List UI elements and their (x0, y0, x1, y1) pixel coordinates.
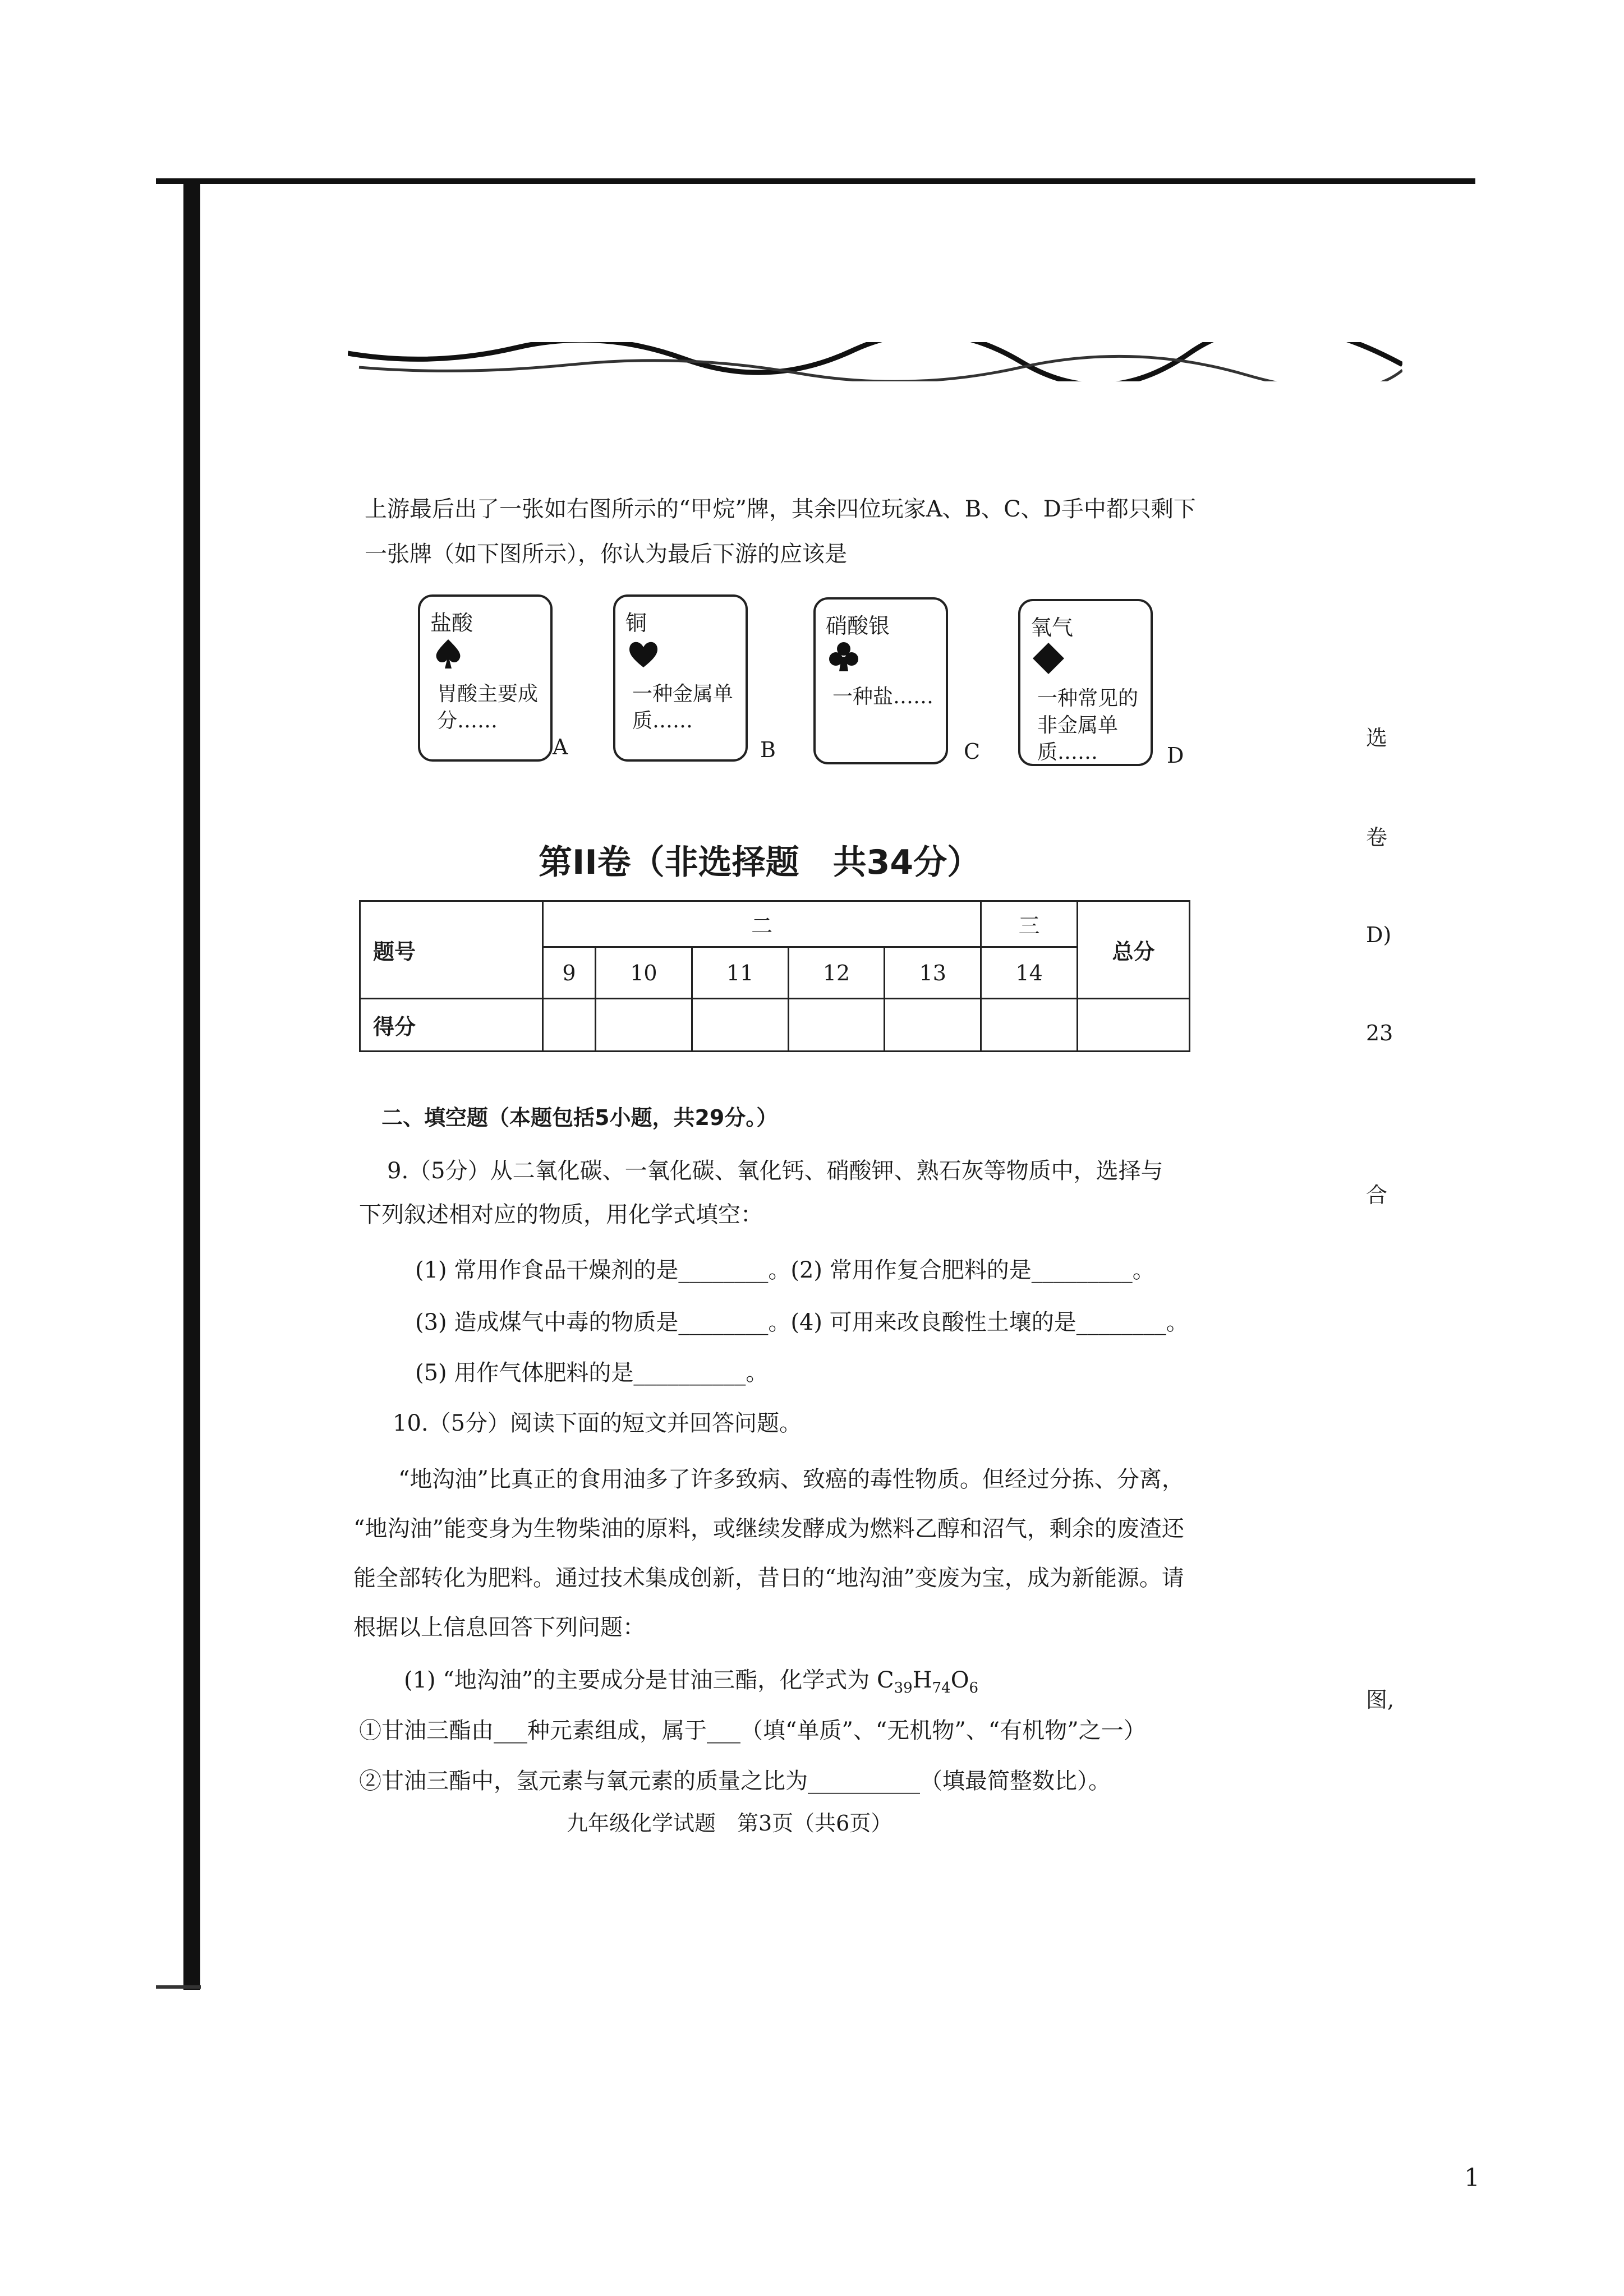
scan-frame-left-bar (183, 178, 200, 1990)
score-cell (1078, 999, 1190, 1052)
question-number-cell: 12 (788, 947, 885, 999)
q9-item-3: (5) 用作气体肥料的是__________。 (415, 1360, 769, 1386)
q10-paragraph-line-1: “地沟油”比真正的食用油多了许多致病、致癌的毒性物质。但经过分拣、分离， (398, 1467, 1184, 1492)
section-title: 第II卷（非选择题 共34分） (539, 843, 981, 882)
heart-icon (627, 637, 660, 671)
torn-paper-edge (348, 342, 1402, 381)
q10-item-2: ①甘油三酯由___种元素组成，属于___（填“单质”、“无机物”、“有机物”之一） (359, 1718, 1146, 1744)
card-desc: 胃酸主要成分…… (437, 683, 539, 732)
question-number-cell: 9 (543, 947, 596, 999)
question-number-cell: 11 (692, 947, 788, 999)
card-letter-d: D (1167, 743, 1184, 768)
card-name: 盐酸 (430, 611, 473, 635)
score-table (359, 900, 1190, 1052)
margin-fragment: 选 (1366, 726, 1388, 750)
card-desc: 一种金属单质…… (632, 683, 734, 732)
margin-fragment: 23 (1366, 1021, 1393, 1045)
q9-line-2: 下列叙述相对应的物质，用化学式填空： (359, 1202, 763, 1228)
card-desc: 一种常见的非金属单质…… (1037, 687, 1139, 764)
q10-item-1 (404, 1665, 978, 1704)
question-number-cell: 10 (595, 947, 692, 999)
card-b (613, 594, 748, 762)
score-cell (788, 999, 885, 1052)
q10-paragraph-line-2: “地沟油”能变身为生物柴油的原料，或继续发酵成为燃料乙醇和沼气，剩余的废渣还 (353, 1516, 1184, 1542)
row-header-question-number: 题号 (360, 901, 543, 999)
scan-frame-bottom-tick (156, 1985, 201, 1989)
part-two-heading: 二、填空题（本题包括5小题，共29分。） (381, 1105, 778, 1130)
total-header: 总分 (1078, 901, 1190, 999)
question-number-cell: 13 (885, 947, 981, 999)
scan-frame-top-line (156, 178, 1475, 184)
intro-line-1: 上游最后出了一张如右图所示的“甲烷”牌，其余四位玩家A、B、C、D手中都只剩下 (365, 496, 1196, 522)
intro-line-2: 一张牌（如下图所示），你认为最后下游的应该是 (365, 541, 847, 567)
chemical-formula: $C_{39}H_{74}O_6$ (877, 1667, 979, 1696)
page-footer: 九年级化学试题 第3页（共6页） (567, 1811, 892, 1836)
card-desc: 一种盐…… (832, 685, 934, 708)
page-number: 1 (1464, 2164, 1480, 2192)
card-letter-b: B (760, 737, 776, 762)
club-icon (827, 640, 861, 674)
card-letter-c: C (964, 739, 981, 764)
q10-heading: 10.（5分）阅读下面的短文并回答问题。 (393, 1410, 802, 1436)
margin-fragment: 卷 (1366, 825, 1388, 850)
card-d (1018, 599, 1153, 766)
diamond-icon (1032, 642, 1065, 675)
score-cell (543, 999, 596, 1052)
q10-paragraph-line-3: 能全部转化为肥料。通过技术集成创新，昔日的“地沟油”变废为宝，成为新能源。请 (353, 1565, 1184, 1591)
card-name: 硝酸银 (826, 614, 890, 638)
margin-fragment: 图, (1366, 1688, 1395, 1712)
q9-item-1: (1) 常用作食品干燥剂的是________。(2) 常用作复合肥料的是_________。 (415, 1257, 1155, 1283)
score-row-label: 得分 (360, 999, 543, 1052)
question-number-cell: 14 (981, 947, 1078, 999)
margin-fragment: 合 (1366, 1183, 1388, 1207)
score-cell (595, 999, 692, 1052)
margin-fragment: D) (1366, 923, 1392, 947)
card-letter-a: A (553, 735, 568, 759)
q10-item-1-text: (1) “地沟油”的主要成分是甘油三酯，化学式为 (404, 1667, 870, 1693)
card-a (418, 594, 553, 762)
q10-item-3: ②甘油三酯中，氢元素与氧元素的质量之比为__________（填最简整数比）。 (359, 1768, 1111, 1794)
q10-paragraph-line-4: 根据以上信息回答下列问题： (353, 1615, 645, 1640)
q9-item-2: (3) 造成煤气中毒的物质是________。(4) 可用来改良酸性土壤的是________。 (415, 1310, 1189, 1335)
card-c (813, 597, 948, 764)
q9-line-1: 9.（5分）从二氧化碳、一氧化碳、氧化钙、硝酸钾、熟石灰等物质中，选择与 (387, 1158, 1163, 1184)
card-name: 氧气 (1030, 615, 1074, 640)
group-two-header: 二 (543, 901, 981, 947)
score-cell (692, 999, 788, 1052)
spade-icon (431, 637, 465, 671)
card-name: 铜 (625, 611, 647, 635)
group-three-header: 三 (981, 901, 1078, 947)
score-cell (981, 999, 1078, 1052)
score-cell (885, 999, 981, 1052)
